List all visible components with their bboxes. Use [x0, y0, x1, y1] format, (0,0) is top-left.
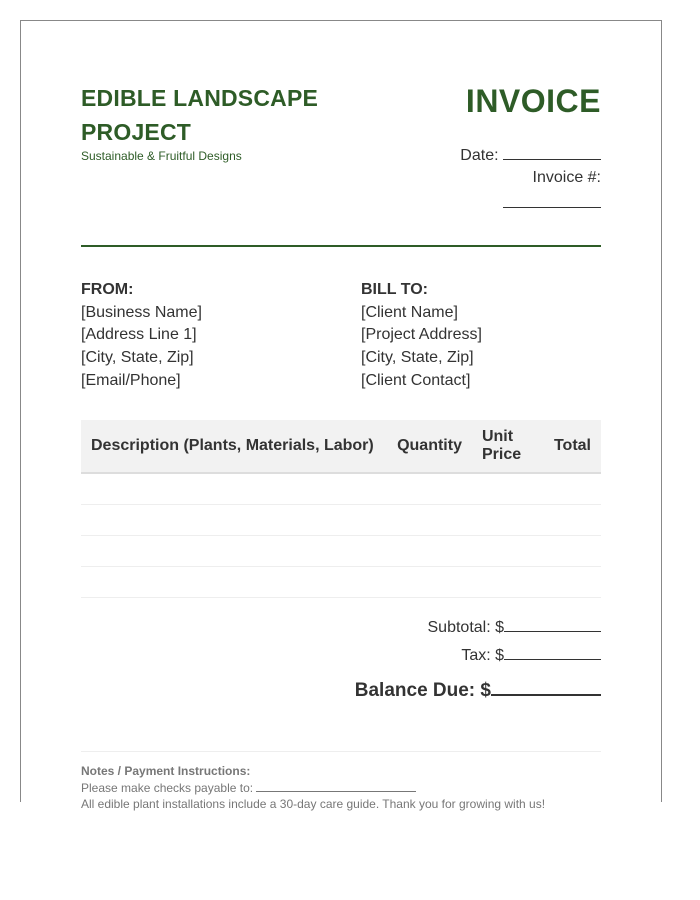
date-row	[401, 144, 601, 167]
from-line: [Business Name]	[81, 303, 202, 321]
invoice-number-label: Invoice #:	[532, 169, 601, 186]
notes-heading: Notes / Payment Instructions:	[81, 764, 251, 778]
subtotal-field[interactable]	[504, 617, 601, 632]
table-row[interactable]	[81, 536, 601, 567]
balance-due-row	[341, 677, 601, 702]
table-row[interactable]	[81, 505, 601, 536]
tax-field[interactable]	[504, 645, 601, 660]
header-divider	[81, 245, 601, 247]
col-unit-price: Unit Price	[472, 420, 544, 473]
from-block	[81, 279, 321, 393]
date-label: Date:	[460, 147, 499, 164]
balance-due-field[interactable]	[491, 677, 601, 696]
payable-row	[81, 780, 601, 797]
table-header-row	[81, 420, 601, 473]
table-row[interactable]	[81, 473, 601, 505]
from-line: [Email/Phone]	[81, 371, 181, 389]
from-line: [City, State, Zip]	[81, 349, 194, 367]
invoice-number-row	[401, 167, 601, 208]
tax-row	[341, 645, 601, 665]
tax-label: Tax: $	[461, 647, 504, 664]
payable-label: Please make checks payable to:	[81, 780, 254, 795]
subtotal-row	[341, 617, 601, 637]
col-quantity: Quantity	[387, 420, 472, 473]
subtotal-label: Subtotal: $	[427, 619, 504, 636]
from-line: [Address Line 1]	[81, 326, 197, 344]
bill-to-heading: BILL TO:	[361, 281, 428, 298]
notes-block	[81, 763, 601, 813]
table-row[interactable]	[81, 567, 601, 598]
line-items-table	[81, 420, 601, 598]
bill-to-line: [Project Address]	[361, 326, 482, 344]
balance-due-label: Balance Due: $	[354, 680, 491, 701]
invoice-page	[20, 20, 662, 811]
notes-divider	[81, 751, 601, 752]
date-field[interactable]	[503, 144, 601, 160]
bill-to-line: [Client Contact]	[361, 371, 471, 389]
from-heading: FROM:	[81, 281, 134, 298]
bill-to-line: [City, State, Zip]	[361, 349, 474, 367]
col-description: Description (Plants, Materials, Labor)	[81, 420, 387, 473]
payable-field[interactable]	[256, 781, 416, 792]
bill-to-block	[361, 279, 601, 393]
invoice-number-field[interactable]	[503, 191, 601, 208]
company-name: EDIBLE LANDSCAPE PROJECT	[81, 85, 319, 145]
invoice-meta	[401, 144, 601, 208]
company-tagline: Sustainable & Fruitful Designs	[81, 149, 242, 163]
invoice-title: INVOICE	[465, 83, 601, 119]
notes-message: All edible plant installations include a 30-day care guide. Thank you for growing with us!	[81, 797, 546, 811]
col-total: Total	[544, 420, 601, 473]
bill-to-line: [Client Name]	[361, 303, 458, 321]
